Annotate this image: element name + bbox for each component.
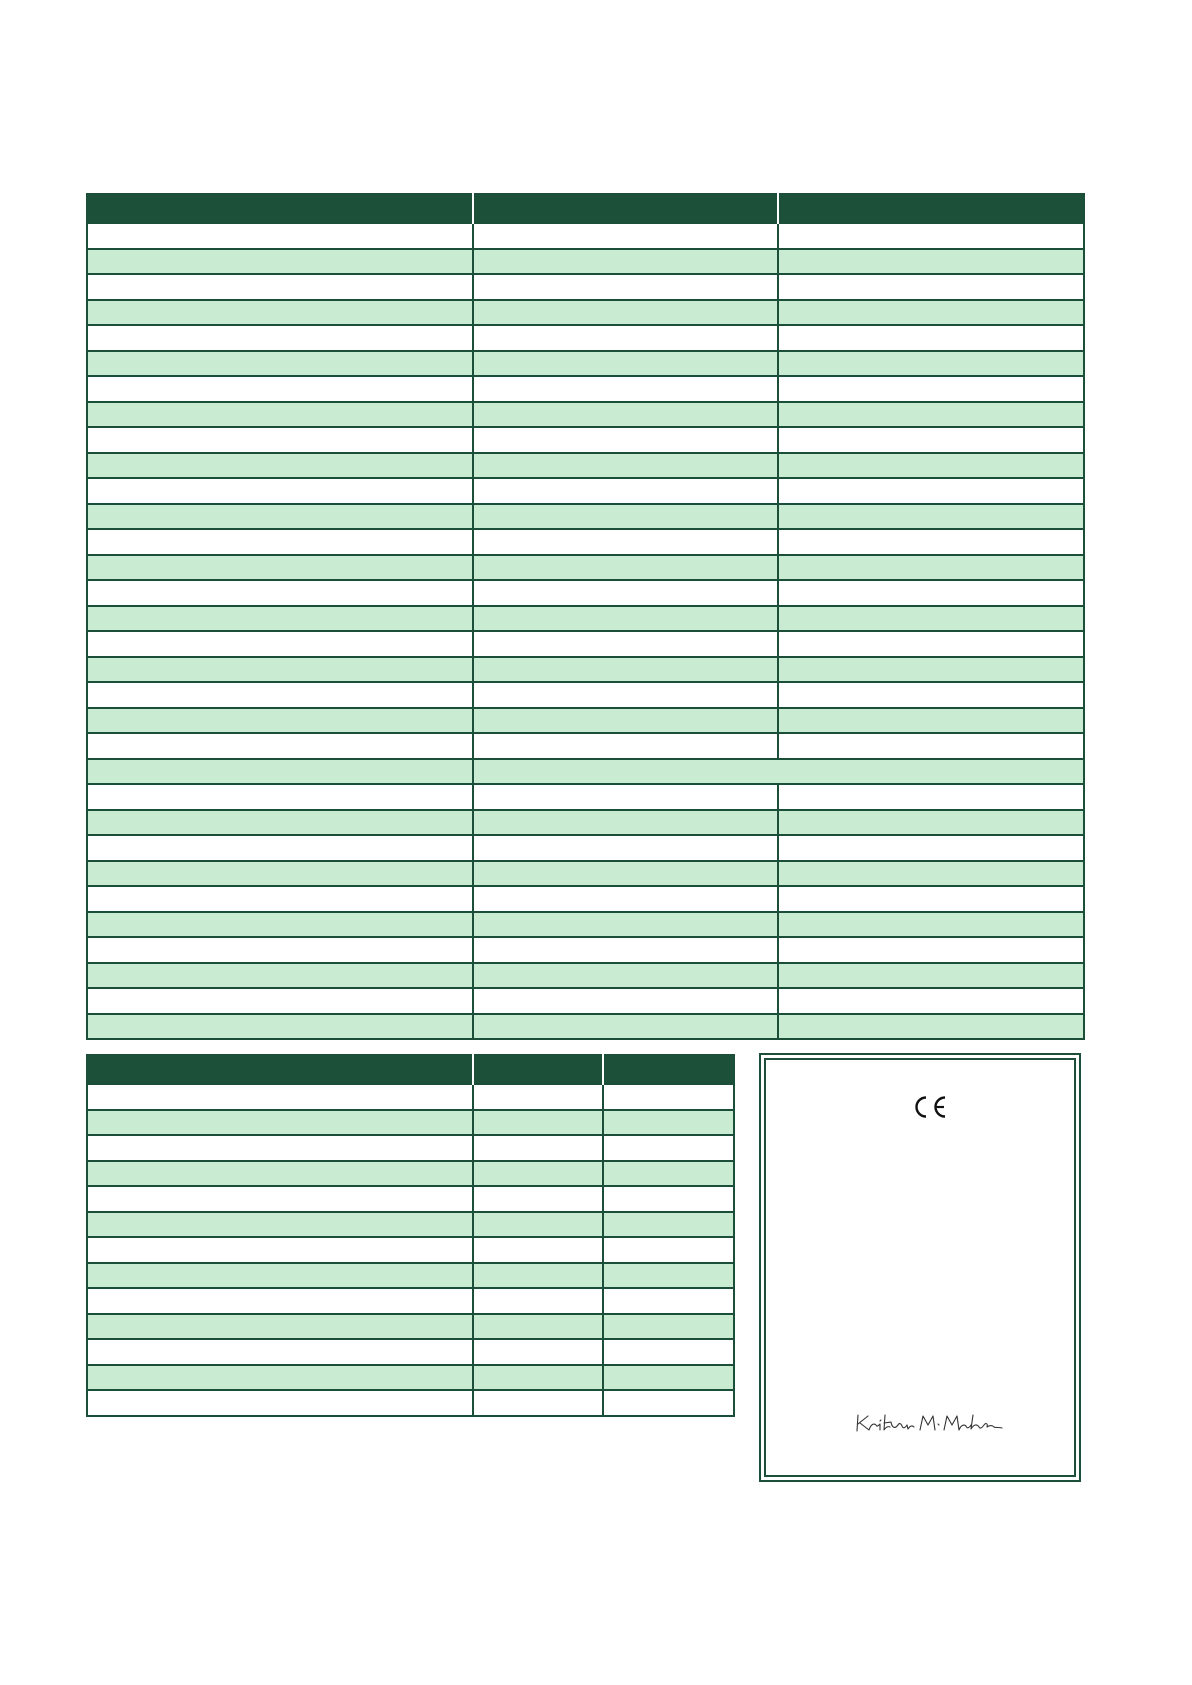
table-row xyxy=(87,453,1084,479)
table-cell xyxy=(603,1186,734,1212)
table-cell xyxy=(87,937,473,963)
table-cell xyxy=(778,861,1084,887)
table-row xyxy=(87,351,1084,377)
table-cell xyxy=(87,1365,473,1391)
table-cell xyxy=(473,657,778,683)
table-cell xyxy=(778,912,1084,938)
table-cell xyxy=(778,478,1084,504)
table-row xyxy=(87,1390,734,1416)
table-cell xyxy=(473,912,778,938)
table-cell xyxy=(778,606,1084,632)
table-row xyxy=(87,504,1084,530)
table-row xyxy=(87,1186,734,1212)
table-cell xyxy=(778,376,1084,402)
table-cell xyxy=(87,555,473,581)
table-row xyxy=(87,657,1084,683)
table-cell xyxy=(473,861,778,887)
table-row xyxy=(87,427,1084,453)
table-cell xyxy=(87,1263,473,1289)
table-cell xyxy=(87,478,473,504)
specifications-header-cell xyxy=(473,194,778,223)
table-cell xyxy=(87,1212,473,1238)
table-row xyxy=(87,886,1084,912)
specifications-table xyxy=(86,193,1085,1040)
table-cell xyxy=(778,274,1084,300)
table-cell xyxy=(87,300,473,326)
table-cell xyxy=(87,682,473,708)
table-cell xyxy=(473,784,778,810)
table-row xyxy=(87,682,1084,708)
table-cell xyxy=(473,1237,603,1263)
table-row xyxy=(87,1084,734,1110)
table-cell xyxy=(87,657,473,683)
table-cell xyxy=(87,504,473,530)
table-row xyxy=(87,708,1084,734)
table-cell xyxy=(778,810,1084,836)
table-cell xyxy=(778,937,1084,963)
table-cell-merged xyxy=(473,759,1084,785)
table-cell xyxy=(778,351,1084,377)
table-cell xyxy=(87,249,473,275)
table-cell xyxy=(87,886,473,912)
table-row xyxy=(87,1263,734,1289)
table-cell xyxy=(87,1135,473,1161)
options-header-cell xyxy=(473,1055,603,1084)
specifications-header-cell xyxy=(778,194,1084,223)
table-cell xyxy=(603,1365,734,1391)
table-cell xyxy=(473,1314,603,1340)
table-cell xyxy=(473,376,778,402)
table-row xyxy=(87,733,1084,759)
table-row xyxy=(87,784,1084,810)
table-cell xyxy=(473,1263,603,1289)
table-cell xyxy=(87,1014,473,1040)
table-cell xyxy=(473,300,778,326)
table-cell xyxy=(473,223,778,249)
table-cell xyxy=(473,504,778,530)
table-cell xyxy=(87,1288,473,1314)
table-cell xyxy=(603,1314,734,1340)
table-cell xyxy=(778,631,1084,657)
table-cell xyxy=(473,963,778,989)
table-cell xyxy=(778,249,1084,275)
options-header-row xyxy=(87,1055,734,1084)
table-cell xyxy=(473,325,778,351)
table-cell xyxy=(473,453,778,479)
specifications-header-row xyxy=(87,194,1084,223)
table-cell xyxy=(473,631,778,657)
table-row xyxy=(87,1339,734,1365)
table-cell xyxy=(473,708,778,734)
table-cell xyxy=(87,759,473,785)
table-cell xyxy=(87,453,473,479)
table-row xyxy=(87,249,1084,275)
table-cell xyxy=(603,1135,734,1161)
table-cell xyxy=(473,606,778,632)
table-cell xyxy=(87,733,473,759)
table-cell xyxy=(473,427,778,453)
table-cell xyxy=(87,580,473,606)
table-row xyxy=(87,1288,734,1314)
table-cell xyxy=(87,1110,473,1136)
table-cell xyxy=(778,682,1084,708)
options-table xyxy=(86,1054,735,1417)
table-cell xyxy=(87,1390,473,1416)
table-cell xyxy=(473,988,778,1014)
table-cell xyxy=(778,427,1084,453)
table-cell xyxy=(473,1014,778,1040)
table-cell xyxy=(473,1365,603,1391)
options-header-cell xyxy=(87,1055,473,1084)
table-cell xyxy=(87,351,473,377)
ce-mark-icon xyxy=(913,1094,949,1120)
table-row xyxy=(87,1212,734,1238)
table-cell xyxy=(473,555,778,581)
table-cell xyxy=(778,223,1084,249)
table-cell xyxy=(473,835,778,861)
table-cell xyxy=(473,1186,603,1212)
table-cell xyxy=(87,988,473,1014)
table-cell xyxy=(87,274,473,300)
table-cell xyxy=(87,529,473,555)
table-row xyxy=(87,631,1084,657)
table-cell xyxy=(778,988,1084,1014)
table-cell xyxy=(87,835,473,861)
table-cell xyxy=(473,274,778,300)
table-cell xyxy=(778,453,1084,479)
table-cell xyxy=(87,1186,473,1212)
table-cell xyxy=(473,1339,603,1365)
table-row xyxy=(87,835,1084,861)
table-row xyxy=(87,529,1084,555)
table-cell xyxy=(473,1212,603,1238)
table-row xyxy=(87,376,1084,402)
table-row xyxy=(87,1161,734,1187)
table-cell xyxy=(87,1314,473,1340)
table-cell xyxy=(778,504,1084,530)
table-cell xyxy=(778,325,1084,351)
table-cell xyxy=(87,1237,473,1263)
table-cell xyxy=(87,708,473,734)
table-cell xyxy=(87,402,473,428)
specifications-header-cell xyxy=(87,194,473,223)
table-row xyxy=(87,1110,734,1136)
table-row xyxy=(87,1014,1084,1040)
table-cell xyxy=(473,1084,603,1110)
table-cell xyxy=(778,657,1084,683)
table-cell xyxy=(778,402,1084,428)
table-cell xyxy=(87,861,473,887)
table-cell xyxy=(778,708,1084,734)
table-row xyxy=(87,580,1084,606)
certification-inner-frame xyxy=(764,1058,1076,1477)
table-cell xyxy=(473,1135,603,1161)
table-cell xyxy=(778,784,1084,810)
table-cell xyxy=(87,912,473,938)
table-cell xyxy=(473,1390,603,1416)
table-cell xyxy=(473,733,778,759)
table-row xyxy=(87,325,1084,351)
table-row xyxy=(87,300,1084,326)
table-cell xyxy=(87,1339,473,1365)
table-cell xyxy=(87,784,473,810)
table-cell xyxy=(778,300,1084,326)
table-cell xyxy=(473,351,778,377)
table-row xyxy=(87,1135,734,1161)
table-row xyxy=(87,555,1084,581)
table-cell xyxy=(87,427,473,453)
table-cell xyxy=(473,249,778,275)
table-cell xyxy=(473,478,778,504)
table-cell xyxy=(778,733,1084,759)
table-cell xyxy=(473,886,778,912)
table-cell xyxy=(473,810,778,836)
table-row xyxy=(87,810,1084,836)
table-cell xyxy=(778,835,1084,861)
table-cell xyxy=(603,1390,734,1416)
table-cell xyxy=(603,1161,734,1187)
table-row xyxy=(87,606,1084,632)
table-cell xyxy=(778,963,1084,989)
table-row xyxy=(87,1237,734,1263)
table-row xyxy=(87,963,1084,989)
signature-image xyxy=(854,1410,1004,1436)
certification-box xyxy=(759,1053,1081,1482)
table-cell xyxy=(473,402,778,428)
table-cell xyxy=(473,1110,603,1136)
table-cell xyxy=(473,1161,603,1187)
table-cell xyxy=(473,529,778,555)
table-cell xyxy=(603,1288,734,1314)
table-cell xyxy=(87,963,473,989)
options-header-cell xyxy=(603,1055,734,1084)
table-cell xyxy=(473,580,778,606)
table-row xyxy=(87,861,1084,887)
table-row xyxy=(87,759,1084,785)
table-cell xyxy=(473,937,778,963)
table-cell xyxy=(603,1110,734,1136)
table-cell xyxy=(87,376,473,402)
table-cell xyxy=(87,810,473,836)
table-cell xyxy=(87,1084,473,1110)
table-row xyxy=(87,478,1084,504)
table-row xyxy=(87,912,1084,938)
table-row xyxy=(87,223,1084,249)
table-row xyxy=(87,988,1084,1014)
table-row xyxy=(87,1365,734,1391)
table-row xyxy=(87,402,1084,428)
table-cell xyxy=(87,1161,473,1187)
table-cell xyxy=(603,1084,734,1110)
table-cell xyxy=(603,1237,734,1263)
table-cell xyxy=(778,886,1084,912)
table-cell xyxy=(603,1339,734,1365)
table-cell xyxy=(473,1288,603,1314)
table-cell xyxy=(603,1263,734,1289)
table-row xyxy=(87,937,1084,963)
table-cell xyxy=(778,529,1084,555)
table-row xyxy=(87,274,1084,300)
table-cell xyxy=(778,555,1084,581)
table-cell xyxy=(473,682,778,708)
table-cell xyxy=(778,1014,1084,1040)
table-cell xyxy=(87,223,473,249)
table-row xyxy=(87,1314,734,1340)
table-cell xyxy=(87,631,473,657)
table-cell xyxy=(87,325,473,351)
table-cell xyxy=(603,1212,734,1238)
table-cell xyxy=(87,606,473,632)
table-cell xyxy=(778,580,1084,606)
